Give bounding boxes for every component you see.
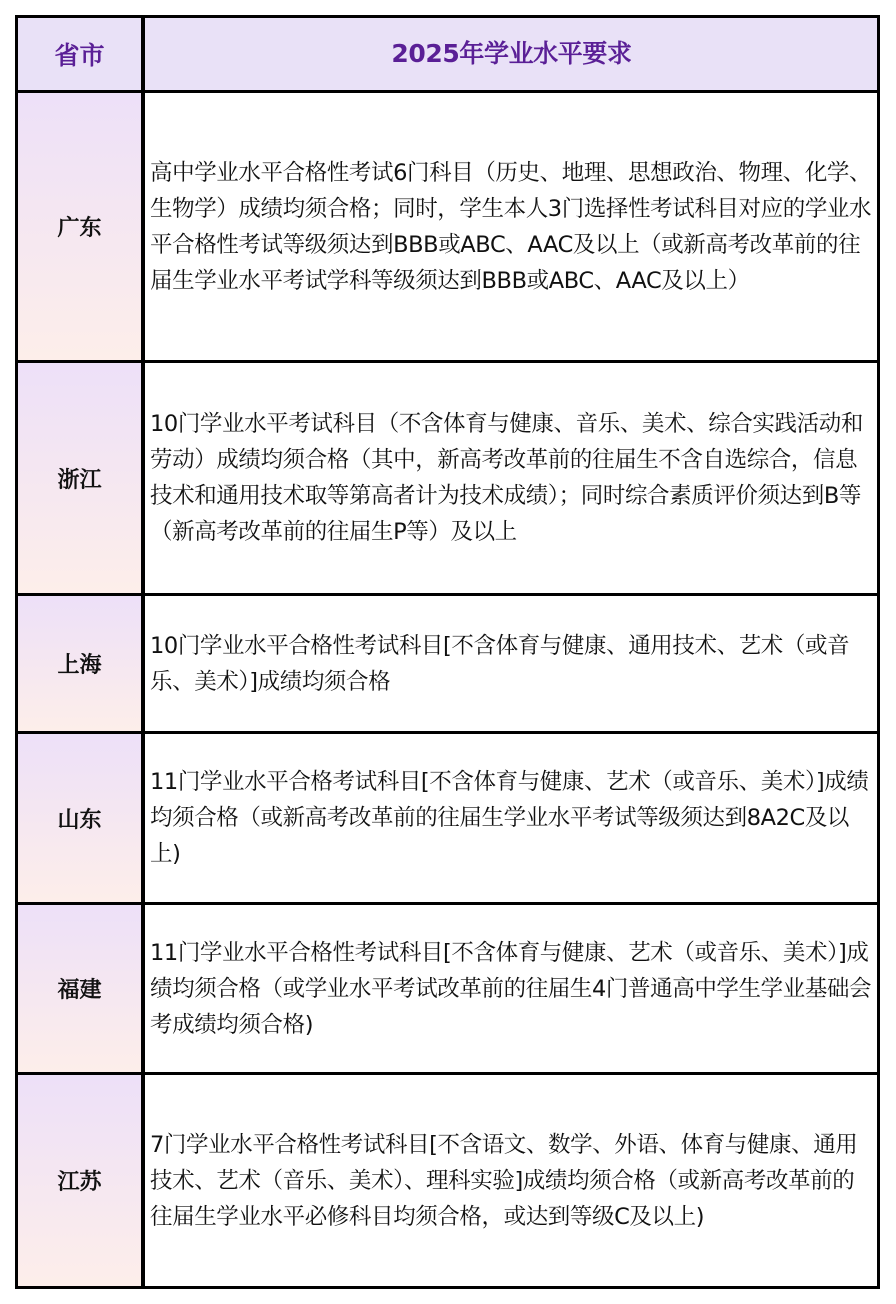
requirement-cell: 10门学业水平合格性考试科目[不含体育与健康、通用技术、艺术（或音乐、美术）]成绩均须合格: [145, 596, 877, 731]
requirement-cell: 10门学业水平考试科目（不含体育与健康、音乐、美术、综合实践活动和劳动）成绩均须合格（其中，新高考改革前的往届生不含自选综合，信息技术和通用技术取等第高者计为技术成绩）；同时综合素质评价须达到B等（新高考改革前的往届生P等）及以上: [145, 363, 877, 593]
province-cell: 福建: [18, 905, 141, 1072]
header-requirement: 2025年学业水平要求: [145, 18, 877, 90]
requirement-cell: 高中学业水平合格性考试6门科目（历史、地理、思想政治、物理、化学、生物学）成绩均须合格；同时，学生本人3门选择性考试科目对应的学业水平合格性考试等级须达到BBB或ABC、AAC及以上（或新高考改革前的往届生学业水平考试学科等级须达到BBB或ABC、AAC及以上）: [145, 93, 877, 360]
requirements-table: [15, 15, 880, 1289]
header-province: 省市: [18, 18, 141, 90]
requirement-cell: 7门学业水平合格性考试科目[不含语文、数学、外语、体育与健康、通用技术、艺术（音乐、美术）、理科实验]成绩均须合格（或新高考改革前的往届生学业水平必修科目均须合格，或达到等级C及以上): [145, 1075, 877, 1286]
province-cell: 山东: [18, 734, 141, 902]
province-cell: 浙江: [18, 363, 141, 593]
requirement-cell: 11门学业水平合格性考试科目[不含体育与健康、艺术（或音乐、美术）]成绩均须合格（或学业水平考试改革前的往届生4门普通高中学生学业基础会考成绩均须合格): [145, 905, 877, 1072]
requirement-cell: 11门学业水平合格考试科目[不含体育与健康、艺术（或音乐、美术）]成绩均须合格（或新高考改革前的往届生学业水平考试等级须达到8A2C及以上): [145, 734, 877, 902]
column-divider: [141, 18, 145, 1286]
province-cell: 广东: [18, 93, 141, 360]
province-cell: 江苏: [18, 1075, 141, 1286]
province-cell: 上海: [18, 596, 141, 731]
